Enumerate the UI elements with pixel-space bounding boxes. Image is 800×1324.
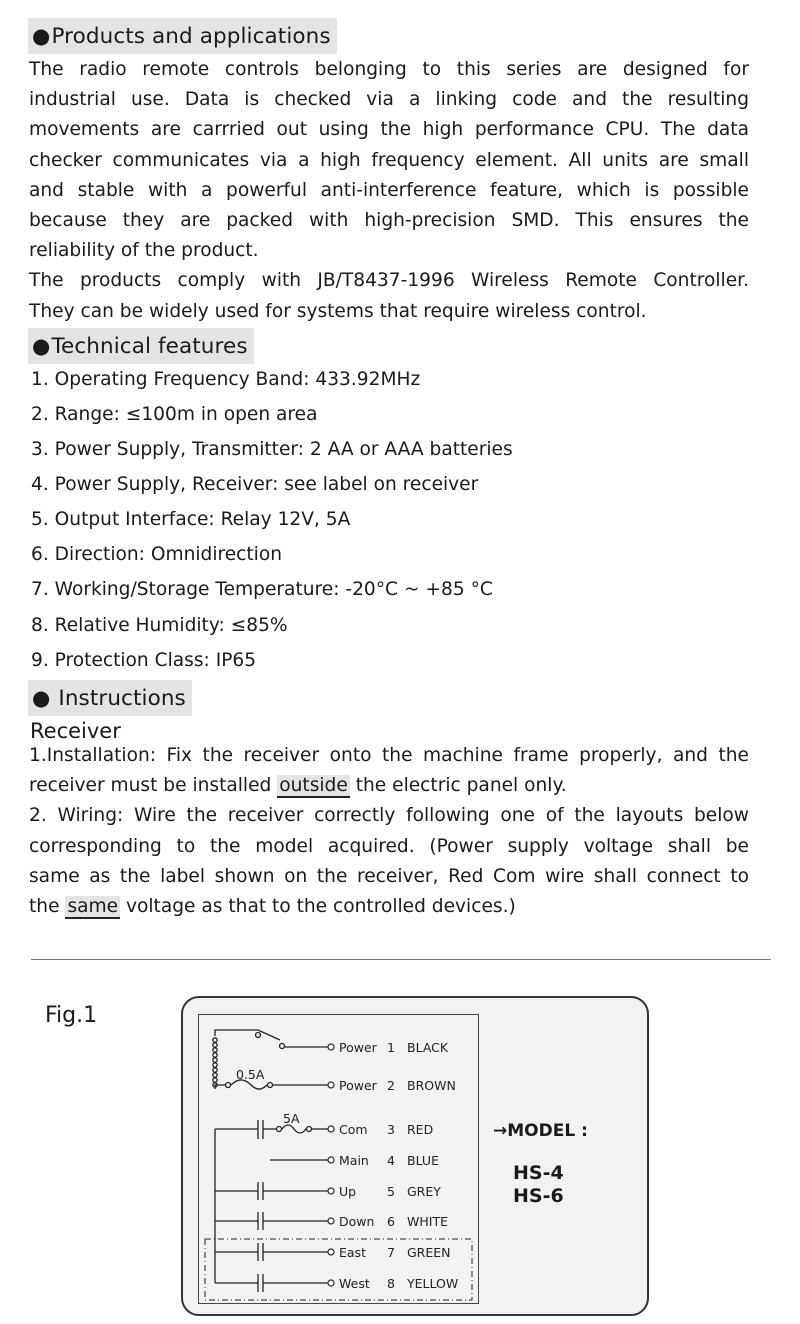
feature-item: 6. Direction: Omnidirection bbox=[31, 544, 283, 565]
text-line: reliability of the product. bbox=[29, 240, 259, 262]
wire-row bbox=[339, 1215, 448, 1229]
text-span: the electric panel only. bbox=[349, 775, 567, 797]
wire-number: 7 bbox=[387, 1245, 395, 1260]
figure-label: Fig.1 bbox=[45, 1003, 98, 1028]
wire-name: West bbox=[339, 1276, 370, 1291]
text-line: The radio remote controls belonging to this series are designed for bbox=[29, 59, 749, 80]
wire-number: 4 bbox=[387, 1153, 395, 1168]
wire-color: WHITE bbox=[407, 1214, 448, 1229]
fuse-label-small: 0.5A bbox=[236, 1067, 265, 1082]
wire-row bbox=[339, 1123, 433, 1137]
wire-color: BLACK bbox=[407, 1040, 449, 1055]
text-line: and stable with a powerful anti-interference feature, which is possible bbox=[29, 179, 749, 201]
text-line: checker communicates via a high frequency element. All units are small bbox=[29, 149, 749, 171]
wire-row bbox=[339, 1154, 439, 1168]
coil-icon bbox=[213, 1038, 217, 1087]
model-value: HS-6 bbox=[513, 1185, 564, 1207]
heading-text: Products and applications bbox=[51, 24, 331, 49]
text-line: The products comply with JB/T8437-1996 Wireless Remote Controller. bbox=[29, 270, 749, 292]
wire-color: BLUE bbox=[407, 1153, 439, 1168]
bullet-icon: ● bbox=[32, 24, 51, 48]
wire-name: Com bbox=[339, 1122, 368, 1137]
text-line: same as the label shown on the receiver, Red Com wire shall connect to bbox=[29, 865, 749, 887]
wire-row bbox=[339, 1246, 451, 1260]
feature-item: 2. Range: ≤100m in open area bbox=[31, 404, 318, 425]
text-span: receiver must be installed bbox=[29, 775, 278, 797]
wire-name: East bbox=[339, 1245, 366, 1260]
heading-text: Instructions bbox=[58, 686, 186, 711]
wire-name: Power bbox=[339, 1078, 377, 1093]
text-line: industrial use. Data is checked via a linking code and the resulting bbox=[29, 89, 749, 111]
highlight-same: same bbox=[67, 896, 119, 918]
feature-item: 3. Power Supply, Transmitter: 2 AA or AAA batteries bbox=[31, 439, 513, 460]
subheading-receiver: Receiver bbox=[30, 719, 121, 743]
highlight-outside: outside bbox=[279, 775, 348, 797]
wire-number: 3 bbox=[387, 1122, 395, 1137]
feature-item: 4. Power Supply, Receiver: see label on receiver bbox=[31, 474, 479, 495]
feature-item: 7. Working/Storage Temperature: -20°C ~ +85 °C bbox=[31, 579, 493, 600]
wire-name: Power bbox=[339, 1040, 377, 1055]
text-span: the bbox=[29, 896, 66, 918]
heading-text: Technical features bbox=[51, 334, 248, 359]
text-span: voltage as that to the controlled devices.) bbox=[120, 896, 516, 918]
wire-color: RED bbox=[407, 1122, 434, 1137]
text-line: corresponding to the model acquired. (Power supply voltage shall be bbox=[29, 835, 749, 857]
wire-number: 6 bbox=[387, 1214, 395, 1229]
wire-name: Down bbox=[339, 1214, 375, 1229]
wire-number: 1 bbox=[387, 1040, 395, 1055]
bullet-icon: ● bbox=[32, 686, 51, 710]
model-label: →MODEL : bbox=[493, 1121, 588, 1141]
text-line: because they are packed with high-precision SMD. This ensures the bbox=[29, 210, 749, 232]
feature-item: 9. Protection Class: IP65 bbox=[31, 650, 257, 671]
text-line: movements are carrried out using the high performance CPU. The data bbox=[29, 119, 749, 141]
wire-row bbox=[339, 1041, 448, 1055]
wire-row bbox=[339, 1079, 456, 1093]
text-line: 1.Installation: Fix the receiver onto the machine frame properly, and the bbox=[29, 745, 749, 766]
wire-color: GREEN bbox=[407, 1245, 451, 1260]
model-value: HS-4 bbox=[513, 1162, 564, 1184]
wire-number: 2 bbox=[387, 1078, 395, 1093]
wire-number: 5 bbox=[387, 1184, 395, 1199]
feature-item: 8. Relative Humidity: ≤85% bbox=[31, 615, 288, 636]
text-line: They can be widely used for systems that require wireless control. bbox=[29, 300, 647, 322]
text-line: 2. Wiring: Wire the receiver correctly following one of the layouts below bbox=[29, 805, 749, 827]
wire-name: Main bbox=[339, 1153, 369, 1168]
wire-color: YELLOW bbox=[407, 1276, 459, 1291]
wire-number: 8 bbox=[387, 1276, 395, 1291]
fuse-label-large: 5A bbox=[283, 1111, 300, 1126]
wire-row bbox=[339, 1185, 441, 1199]
wire-color: GREY bbox=[407, 1184, 441, 1199]
feature-item: 5. Output Interface: Relay 12V, 5A bbox=[31, 509, 351, 530]
wire-row bbox=[339, 1277, 458, 1291]
wire-color: BROWN bbox=[407, 1078, 456, 1093]
wire-name: Up bbox=[339, 1184, 357, 1199]
bullet-icon: ● bbox=[32, 334, 51, 358]
feature-item: 1. Operating Frequency Band: 433.92MHz bbox=[31, 369, 421, 390]
